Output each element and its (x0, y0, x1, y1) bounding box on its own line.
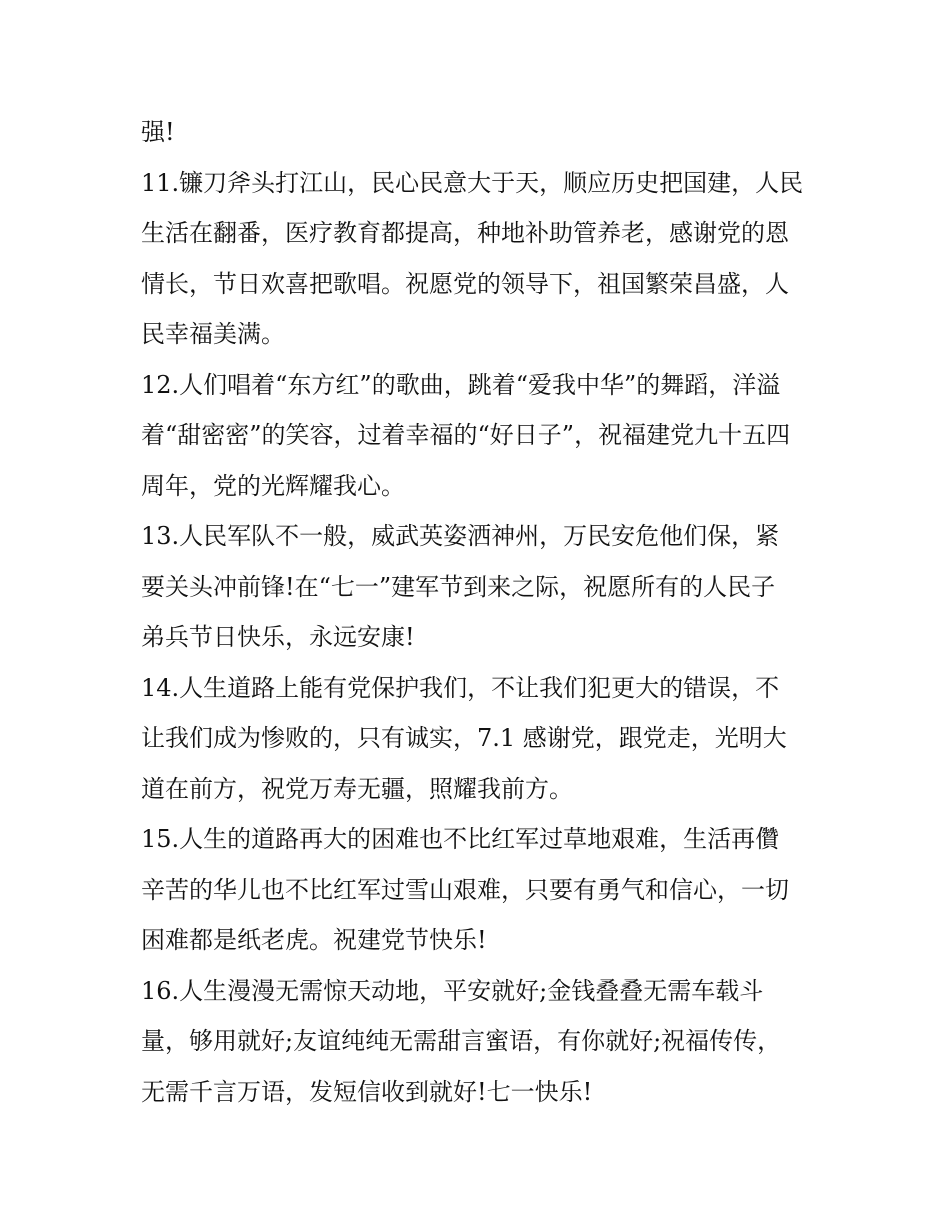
text-line: 无需千言万语，发短信收到就好!七一快乐! (141, 1077, 593, 1106)
text-line: 民幸福美满。 (141, 320, 285, 348)
text-line: 困难都是纸老虎。祝建党节快乐! (141, 926, 487, 954)
text-line: 强! (141, 118, 175, 146)
text-line: 14.人生道路上能有党保护我们，不让我们犯更大的错误，不 (141, 673, 780, 702)
text-line: 弟兵节日快乐，永远安康! (141, 623, 415, 651)
text-line: 要关头冲前锋!在“七一”建军节到来之际，祝愿所有的人民子 (141, 572, 776, 601)
text-line: 16.人生漫漫无需惊天动地，平安就好;金钱叠叠无需车载斗 (141, 976, 764, 1005)
text-line: 13.人民军队不一般，威武英姿洒神州，万民安危他们保，紧 (141, 522, 780, 550)
text-line: 15.人生的道路再大的困难也不比红军过草地艰难，生活再儹 (141, 825, 780, 853)
text-line: 量，够用就好;友谊纯纯无需甜言蜜语，有你就好;祝福传传， (141, 1027, 782, 1055)
text-line: 生活在翻番，医疗教育都提高，种地补助管养老，感谢党的恩 (141, 219, 789, 247)
text-line: 情长，节日欢喜把歌唱。祝愿党的领导下，祖国繁荣昌盛，人 (141, 269, 789, 298)
text-line: 着“甜密密”的笑容，过着幸福的“好日子”，祝福建党九十五四 (141, 421, 791, 449)
text-line: 让我们成为惨败的，只有诚实，7.1 感谢党，跟党走，光明大 (141, 724, 787, 752)
document-body (141, 107, 816, 1117)
text-line: 11.镰刀斧头打江山，民心民意大于天，顺应历史把国建，人民 (141, 168, 804, 197)
text-line: 道在前方，祝党万寿无疆，照耀我前方。 (141, 774, 573, 803)
text-line: 12.人们唱着“东方红”的歌曲，跳着“爱我中华”的舞蹈，洋溢 (141, 370, 781, 399)
text-line: 周年，党的光辉耀我心。 (141, 471, 405, 500)
text-line: 辛苦的华儿也不比红军过雪山艰难，只要有勇气和信心，一切 (141, 875, 789, 904)
